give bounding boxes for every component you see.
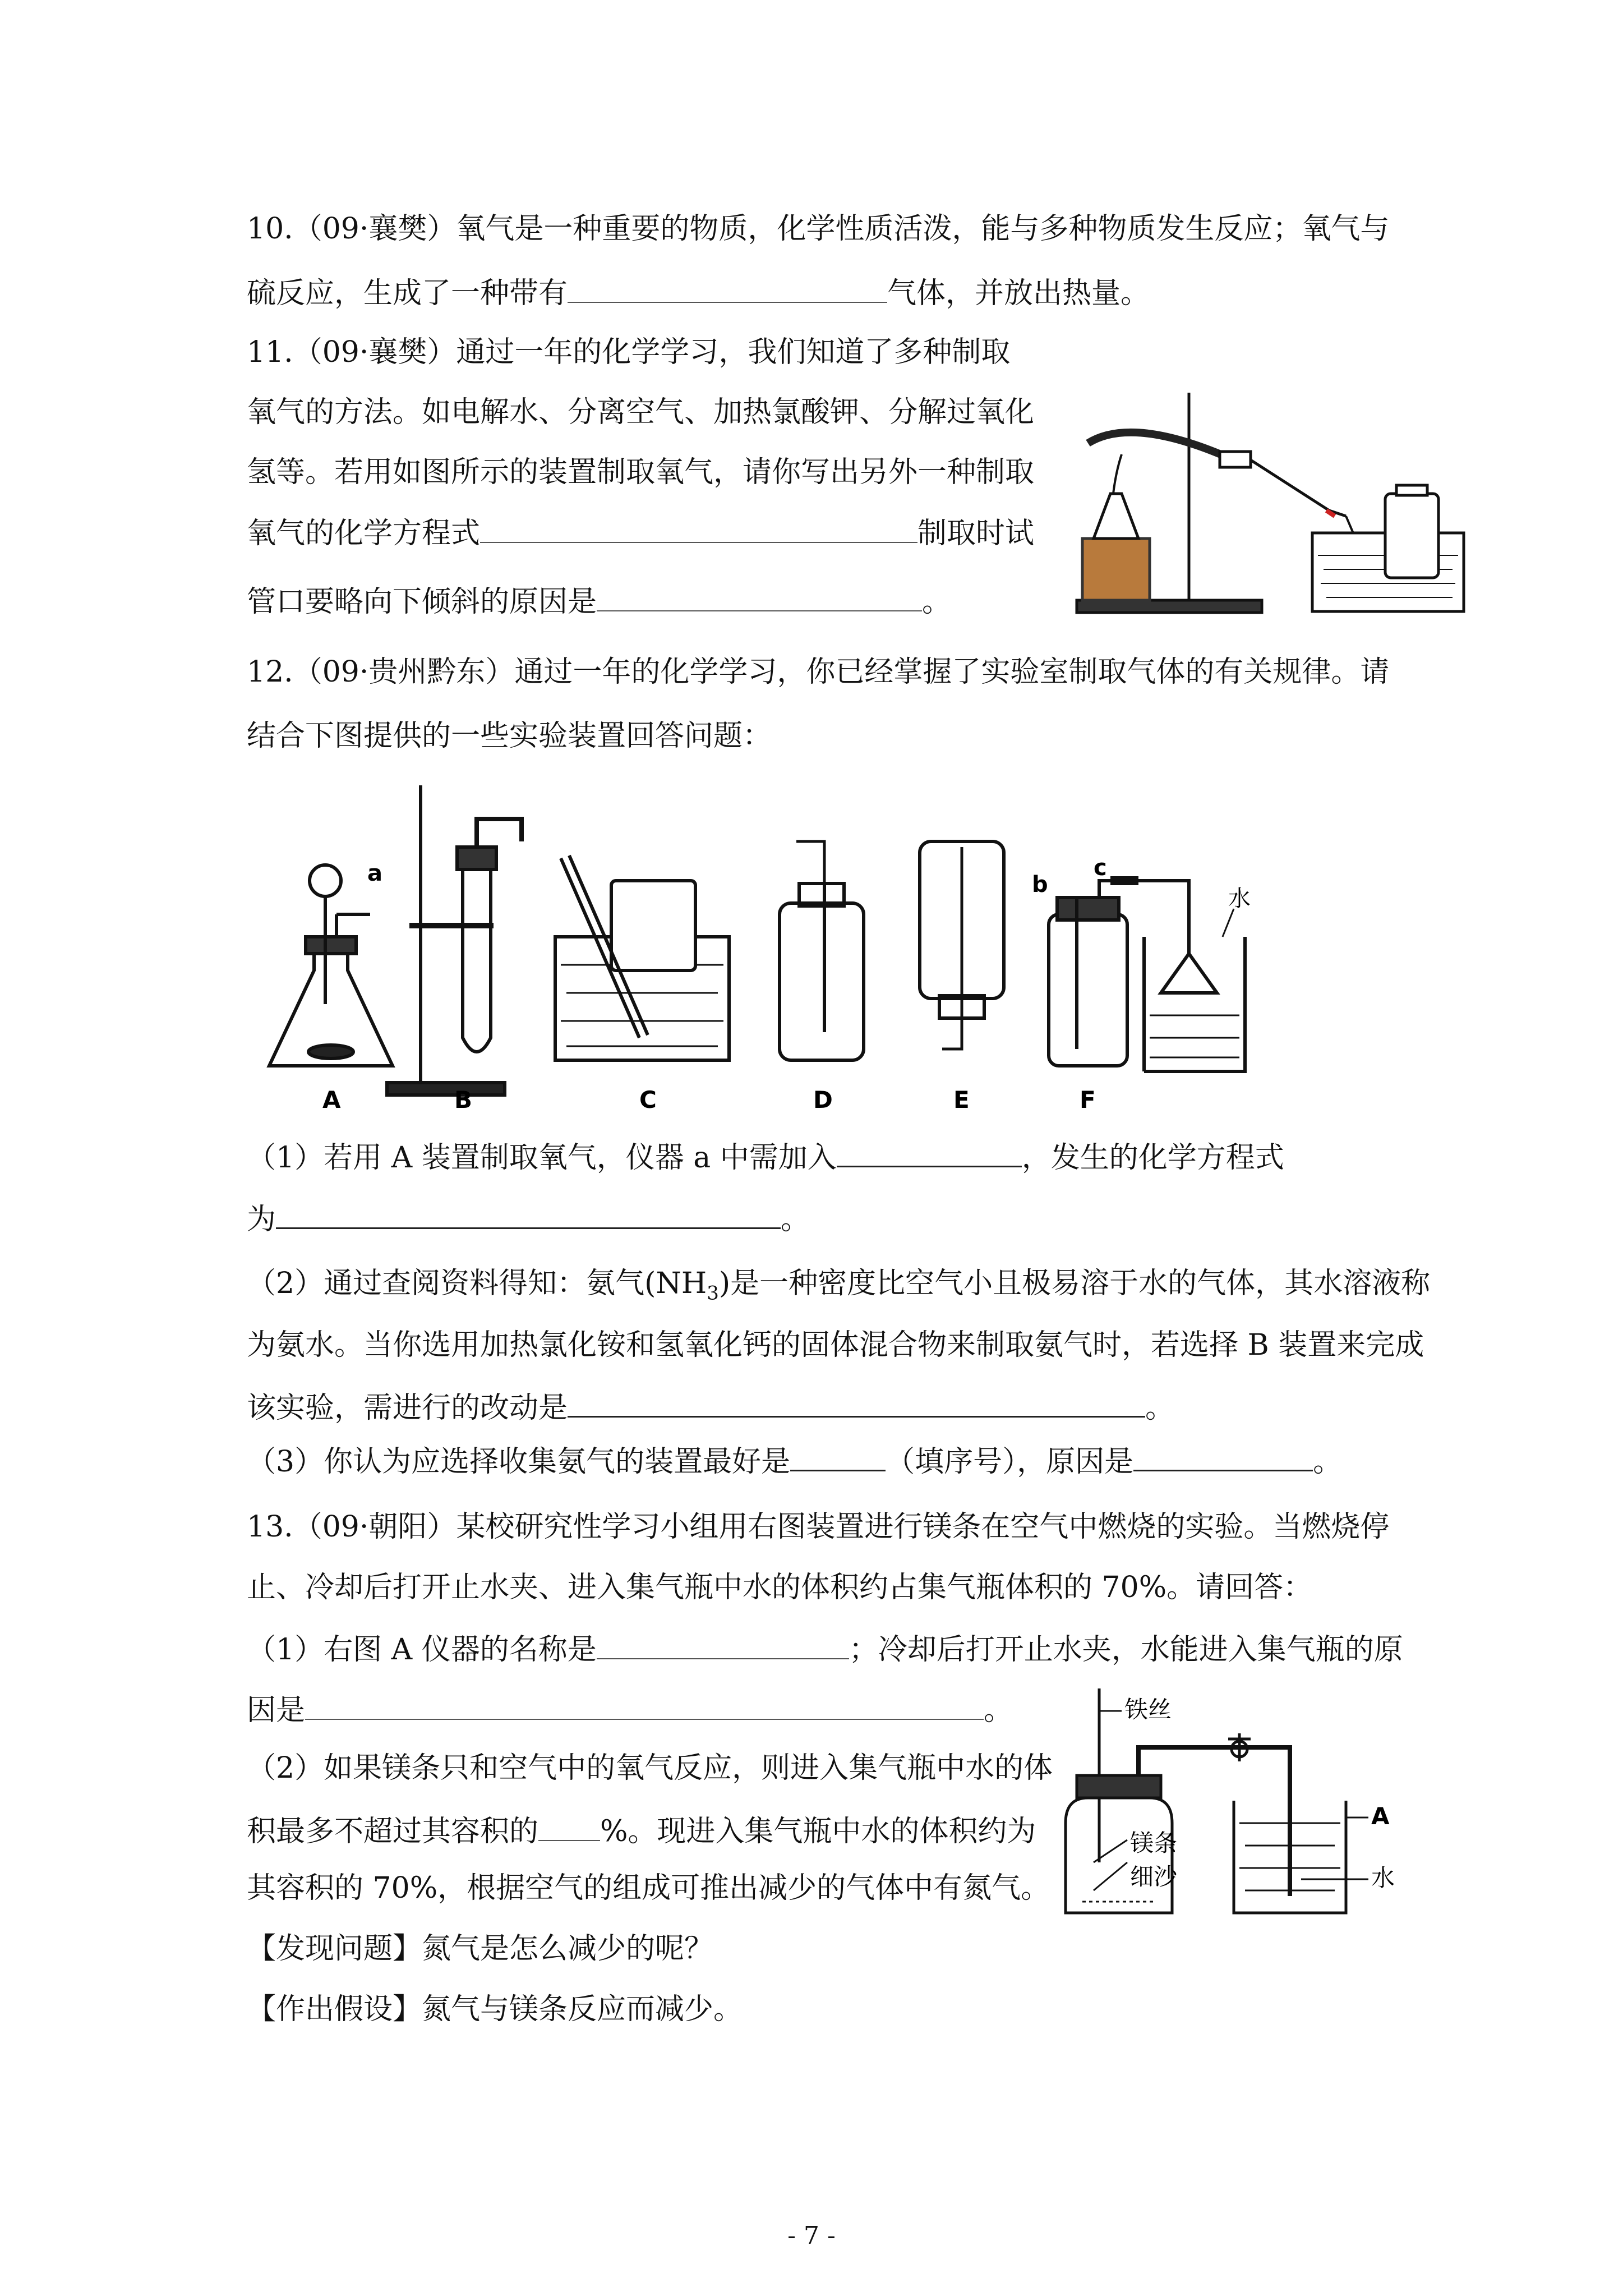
q12-p1-text-c: 为	[247, 1203, 276, 1236]
q11-line5	[247, 583, 951, 619]
apparatus-label-c: C	[639, 1086, 657, 1114]
apparatus-label-b: B	[454, 1086, 473, 1114]
q13-p1-line1	[247, 1631, 1403, 1667]
q13-p2-line1: （2）如果镁条只和空气中的氧气反应，则进入集气瓶中水的体	[247, 1751, 1053, 1785]
label-A: A	[1371, 1802, 1390, 1830]
q12-p2-text-b: )是一种密度比空气小且极易溶于水的气体，其水溶液称	[718, 1267, 1431, 1300]
q13-cause-blank[interactable]	[305, 1692, 984, 1720]
label-water: 水	[1371, 1864, 1395, 1892]
q13-p2-text-c: %。现进入集气瓶中水的体积约为	[600, 1815, 1036, 1848]
magnesium-combustion-diagram	[1054, 1677, 1413, 1918]
q13-line2: 止、冷却后打开止水夹、进入集气瓶中水的体积约占集气瓶体积的 70%。请回答：	[247, 1571, 1313, 1604]
q10-text-b: 气体，并放出热量。	[887, 277, 1150, 310]
q12-p3-text-b: （填序号），原因是	[886, 1445, 1134, 1479]
q11-line1: 11.（09·襄樊）通过一年的化学学习，我们知道了多种制取	[247, 335, 1011, 369]
q13-p1-text-c: 因是	[247, 1694, 306, 1727]
apparatus-label-d: D	[813, 1086, 833, 1114]
q12-p2-text-e: 。	[1145, 1391, 1175, 1425]
q13-hypothesis: 【作出假设】氮气与镁条反应而减少。	[247, 1993, 743, 2026]
q12-p2-line3	[247, 1389, 1174, 1425]
q11-text-5a: 管口要略向下倾斜的原因是	[247, 585, 597, 619]
q12-reason-blank[interactable]	[1133, 1443, 1313, 1471]
apparatus-label-f: F	[1080, 1086, 1096, 1114]
q13-instrument-blank[interactable]	[597, 1631, 849, 1659]
q13-p1-text-b: ；冷却后打开止水夹，水能进入集气瓶的原	[849, 1633, 1403, 1667]
q13-percent-blank[interactable]	[538, 1813, 600, 1841]
q13-p1-text-a: （1）右图 A 仪器的名称是	[247, 1633, 597, 1667]
label-a: a	[367, 861, 382, 886]
q12-p1-text-b: ，发生的化学方程式	[1021, 1141, 1284, 1175]
q13-find-problem: 【发现问题】氮气是怎么减少的呢？	[247, 1932, 714, 1966]
q12-p2-line2: 为氨水。当你选用加热氯化铵和氢氧化钙的固体混合物来制取氨气时，若选择 B 装置来完成	[247, 1328, 1424, 1362]
q12-p3-text-c: 。	[1313, 1445, 1343, 1479]
q12-modification-blank[interactable]	[568, 1389, 1145, 1418]
q11-text-5b: 。	[922, 585, 952, 619]
q11-equation-blank[interactable]	[480, 515, 917, 543]
q12-p2-text-a: （2）通过查阅资料得知：氨气(NH	[247, 1267, 707, 1300]
apparatus-label-a: A	[322, 1086, 341, 1114]
q12-p1-line1	[247, 1139, 1284, 1175]
q12-p2-text-d: 该实验，需进行的改动是	[247, 1391, 568, 1425]
q13-apparatus-figure	[1054, 1677, 1413, 1918]
q11-reason-blank[interactable]	[597, 583, 922, 611]
label-magnesium: 镁条	[1130, 1829, 1178, 1857]
q13-p1-text-d: 。	[984, 1694, 1013, 1727]
q12-apparatus-figure	[247, 769, 1267, 1116]
q12-device-blank[interactable]	[790, 1443, 886, 1471]
q11-line3: 氢等。若用如图所示的装置制取氧气，请你写出另外一种制取	[247, 455, 1035, 489]
q10-line2	[247, 275, 1150, 310]
label-water: 水	[1228, 886, 1251, 912]
q13-p2-line2	[247, 1813, 1036, 1848]
lab-apparatus-diagram	[247, 769, 1267, 1116]
q10-text-a: 硫反应，生成了一种带有	[247, 277, 568, 310]
label-fine-sand: 细沙	[1130, 1863, 1178, 1890]
q12-equation-blank[interactable]	[276, 1200, 781, 1229]
label-iron-wire: 铁丝	[1124, 1696, 1172, 1723]
q10-answer-blank[interactable]	[568, 275, 887, 303]
q12-p3-text-a: （3）你认为应选择收集氨气的装置最好是	[247, 1445, 791, 1479]
q12-p1-line2	[247, 1200, 810, 1236]
q12-p2-subscript: 3	[707, 1282, 719, 1305]
q12-line2: 结合下图提供的一些实验装置回答问题：	[247, 719, 772, 753]
q12-p1-text-a: （1）若用 A 装置制取氧气，仪器 a 中需加入	[247, 1141, 837, 1175]
q11-apparatus-figure	[1066, 381, 1469, 623]
q12-p2-line1	[247, 1267, 1430, 1310]
label-c: c	[1094, 855, 1107, 881]
q12-line1: 12.（09·贵州黔东）通过一年的化学学习，你已经掌握了实验室制取气体的有关规律。请	[247, 655, 1390, 689]
q11-text-4b: 制取时试	[917, 517, 1035, 550]
q11-line4	[247, 515, 1034, 550]
q11-line2: 氧气的方法。如电解水、分离空气、加热氯酸钾、分解过氧化	[247, 395, 1035, 429]
oxygen-heating-diagram	[1066, 381, 1469, 623]
q12-reagent-blank[interactable]	[837, 1139, 1022, 1167]
q13-p2-line3: 其容积的 70%，根据空气的组成可推出减少的气体中有氮气。	[247, 1871, 1050, 1905]
q13-p2-text-b: 积最多不超过其容积的	[247, 1815, 539, 1848]
q11-text-4a: 氧气的化学方程式	[247, 517, 481, 550]
q12-p1-text-d: 。	[781, 1203, 810, 1236]
apparatus-label-e: E	[953, 1086, 970, 1114]
q10-line1: 10.（09·襄樊）氧气是一种重要的物质，化学性质活泼，能与多种物质发生反应；氧气与	[247, 212, 1390, 246]
label-b: b	[1032, 872, 1048, 898]
q13-line1: 13.（09·朝阳）某校研究性学习小组用右图装置进行镁条在空气中燃烧的实验。当燃烧停	[247, 1510, 1390, 1544]
q13-p1-line2	[247, 1692, 1013, 1727]
q12-p3-line	[247, 1443, 1342, 1479]
page-number: - 7 -	[787, 2221, 836, 2250]
